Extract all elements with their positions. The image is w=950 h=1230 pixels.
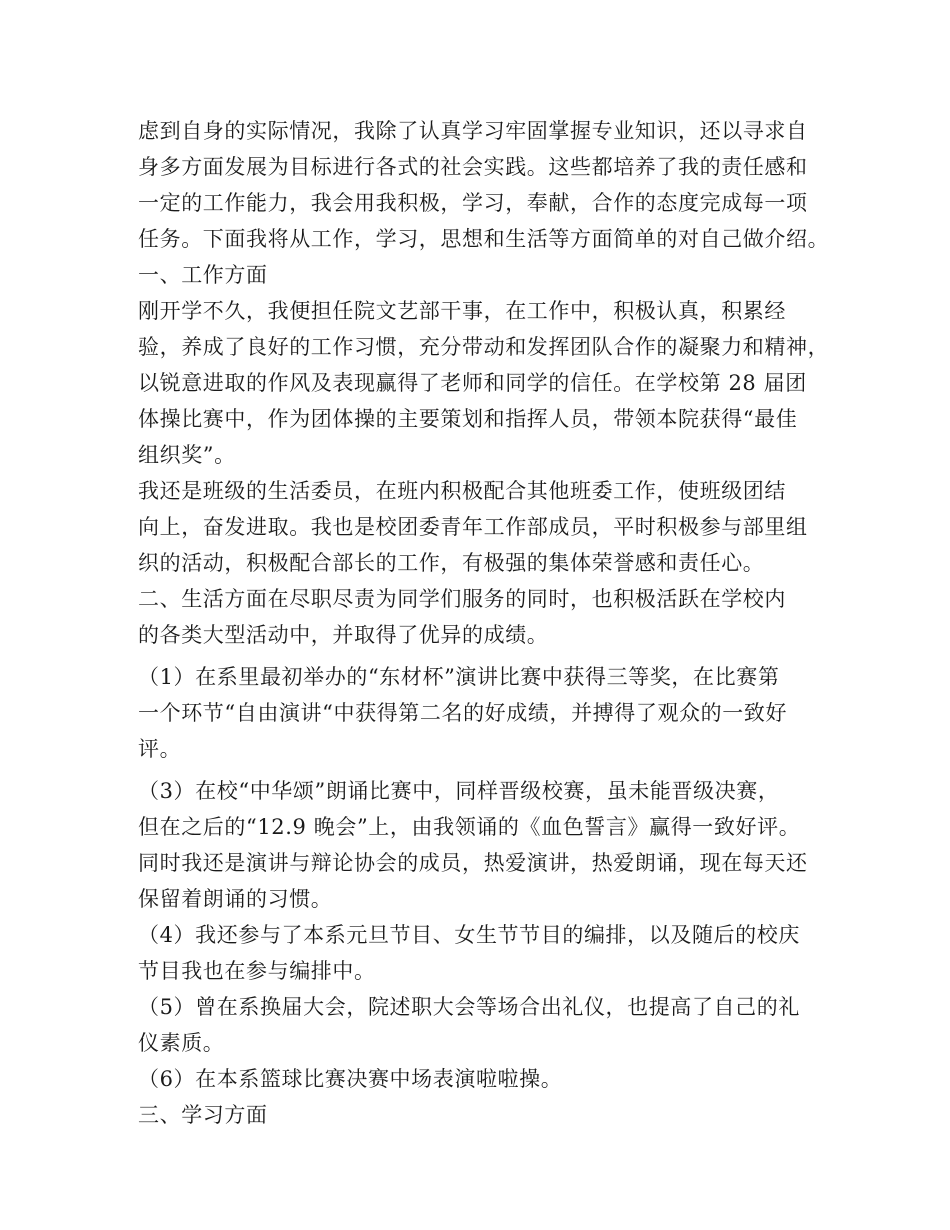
text-line: 以锐意进取的作风及表现赢得了老师和同学的信任。在学校第 28 届团 [138, 371, 807, 395]
text-line: 一定的工作能力，我会用我积极，学习，奉献，合作的态度完成每一项 [138, 191, 808, 215]
text-line: 一个环节“自由演讲“中获得第二名的好成绩，并搏得了观众的一致好 [138, 701, 788, 725]
text-line: 向上，奋发进取。我也是校团委青年工作部成员，平时积极参与部里组 [138, 515, 808, 539]
list-item-4: （4）我还参与了本系元旦节目、女生节节目的编排，以及随后的校庆 [138, 923, 800, 947]
list-item-1: （1）在系里最初举办的“东材杯”演讲比赛中获得三等奖，在比赛第 [138, 665, 780, 689]
text-line: 身多方面发展为目标进行各式的社会实践。这些都培养了我的责任感和 [138, 155, 808, 179]
section-heading-study: 三、学习方面 [138, 1103, 268, 1127]
text-line: 同时我还是演讲与辩论协会的成员，热爱演讲，热爱朗诵，现在每天还 [138, 851, 808, 875]
text-line: 虑到自身的实际情况，我除了认真学习牢固掌握专业知识，还以寻求自 [138, 119, 808, 143]
text-line: 的各类大型活动中，并取得了优异的成绩。 [138, 623, 549, 647]
text-line: 我还是班级的生活委员，在班内积极配合其他班委工作，使班级团结 [138, 479, 786, 503]
text-line: 刚开学不久，我便担任院文艺部干事，在工作中，积极认真，积累经 [138, 299, 786, 323]
text-line: 评。 [138, 737, 182, 761]
list-item-5: （5）曾在系换届大会，院述职大会等场合出礼仪，也提高了自己的礼 [138, 995, 800, 1019]
text-line: 仪素质。 [138, 1031, 225, 1055]
section-heading-life: 二、生活方面在尽职尽责为同学们服务的同时，也积极活跃在学校内 [138, 587, 786, 611]
text-line: 任务。下面我将从工作，学习，思想和生活等方面简单的对自己做介绍。 [138, 227, 830, 251]
text-line: 保留着朗诵的习惯。 [138, 887, 333, 911]
list-item-6: （6）在本系篮球比赛决赛中场表演啦啦操。 [138, 1067, 563, 1091]
text-line: 体操比赛中，作为团体操的主要策划和指挥人员，带领本院获得“最佳 [138, 407, 798, 431]
text-line: 节目我也在参与编排中。 [138, 959, 376, 983]
text-line: 组织奖”。 [138, 443, 236, 467]
text-line: 但在之后的“12.9 晚会”上，由我领诵的《血色誓言》赢得一致好评。 [138, 815, 801, 839]
text-line: 织的活动，积极配合部长的工作，有极强的集体荣誉感和责任心。 [138, 551, 765, 575]
list-item-3: （3）在校“中华颂”朗诵比赛中，同样晋级校赛，虽未能晋级决赛， [138, 779, 780, 803]
text-line: 验，养成了良好的工作习惯，充分带动和发挥团队合作的凝聚力和精神， [138, 335, 830, 359]
section-heading-work: 一、工作方面 [138, 263, 268, 287]
